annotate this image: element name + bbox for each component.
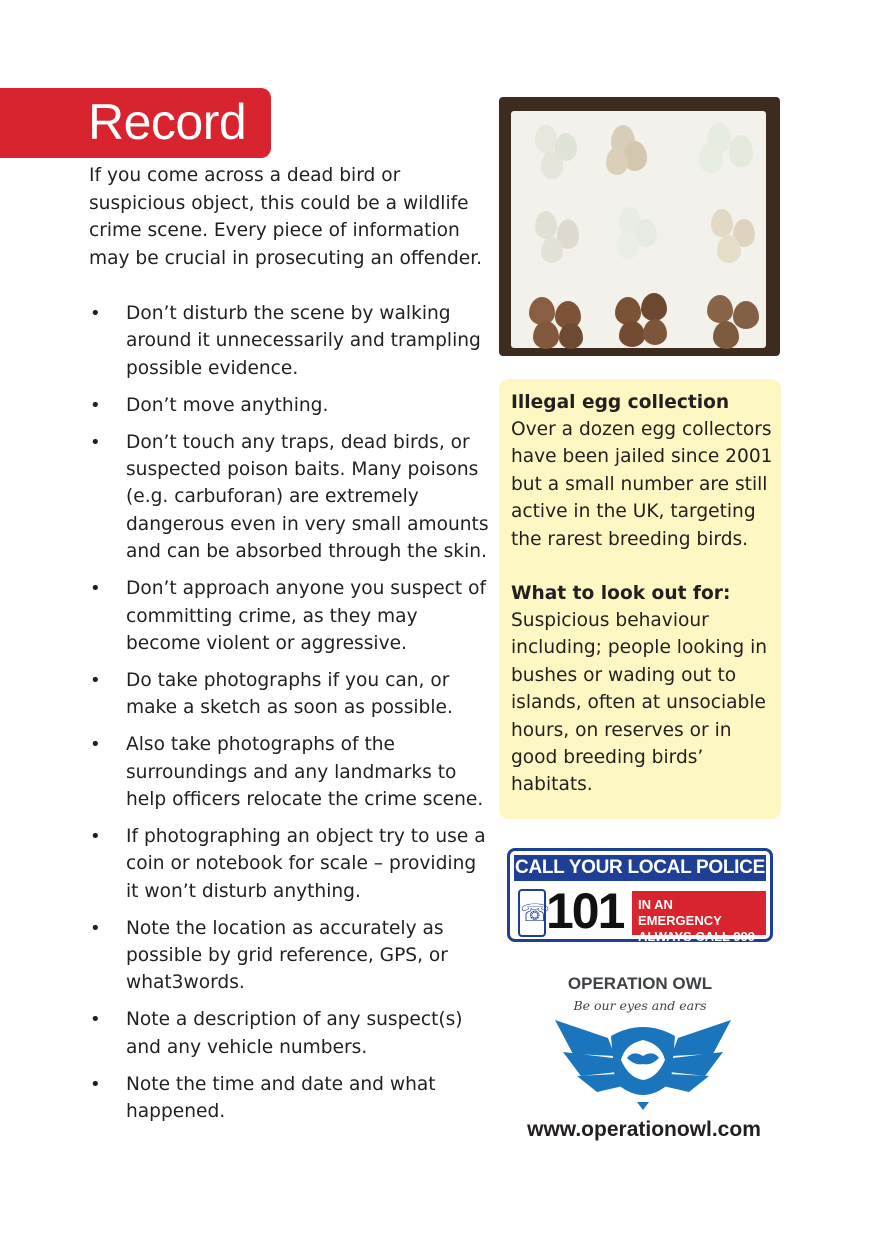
list-item: • Note the time and date and what happened. bbox=[90, 1073, 436, 1123]
list-item: • Don’t approach anyone you suspect of committing crime, as they may become violent or aggressive. bbox=[90, 578, 487, 654]
list-item: • Don’t move anything. bbox=[90, 394, 329, 416]
intro-paragraph: If you come across a dead bird or suspicious object, this could be a wildlife crime scene. Every piece of information may be crucial in prosecuting an offender. bbox=[89, 165, 483, 269]
info-text-look-out-for: Suspicious behaviour including; people looking in bushes or wading out to islands, often at unsociable hours, on reserves or in good breeding birds’ habitats. bbox=[511, 610, 768, 796]
list-item: • Also take photographs of the surroundings and any landmarks to help officers relocate the crime scene. bbox=[90, 734, 484, 810]
list-item: • Do take photographs if you can, or make a sketch as soon as possible. bbox=[90, 669, 453, 719]
list-item: • Note the location as accurately as possible by grid reference, GPS, or what3words. bbox=[90, 917, 448, 994]
list-item: • Note a description of any suspect(s) and any vehicle numbers. bbox=[90, 1009, 463, 1058]
list-item: • Don’t disturb the scene by walking around it unnecessarily and trampling possible evidence. bbox=[90, 303, 481, 379]
police-101-badge bbox=[507, 848, 773, 942]
emergency-note: IN AN EMERGENCY ALWAYS CALL 999 bbox=[632, 891, 766, 935]
egg-collection-info-box bbox=[499, 379, 781, 819]
website-link[interactable]: www.operationowl.com bbox=[527, 1118, 761, 1141]
operation-owl-tagline: Be our eyes and ears bbox=[573, 998, 707, 1013]
info-heading-look-out-for: What to look out for: bbox=[511, 583, 731, 604]
list-item: • If photographing an object try to use a coin or notebook for scale – providing it won’t disturb anything. bbox=[90, 825, 486, 902]
section-title-banner bbox=[0, 88, 271, 158]
egg-collection-photo bbox=[499, 97, 780, 356]
info-heading-illegal-egg-collection: Illegal egg collection bbox=[511, 392, 730, 413]
info-text-egg-collection: Over a dozen egg collectors have been jailed since 2001 but a small number are still active in the UK, targeting the rarest breeding birds. bbox=[511, 419, 773, 550]
operation-owl-title: OPERATION OWL bbox=[567, 974, 713, 993]
police-badge-heading: CALL YOUR LOCAL POLICE bbox=[514, 855, 766, 881]
phone-icon: ☏ bbox=[518, 889, 546, 937]
police-number: 101 bbox=[546, 883, 624, 939]
page-title: Record bbox=[88, 94, 247, 150]
list-item: • Don’t touch any traps, dead birds, or suspected poison baits. Many poisons (e.g. carbuforan) are extremely dangerous even in very small amounts and can be absorbed through the skin. bbox=[90, 431, 489, 563]
advice-list bbox=[86, 300, 491, 1135]
owl-logo-icon bbox=[553, 1016, 733, 1111]
